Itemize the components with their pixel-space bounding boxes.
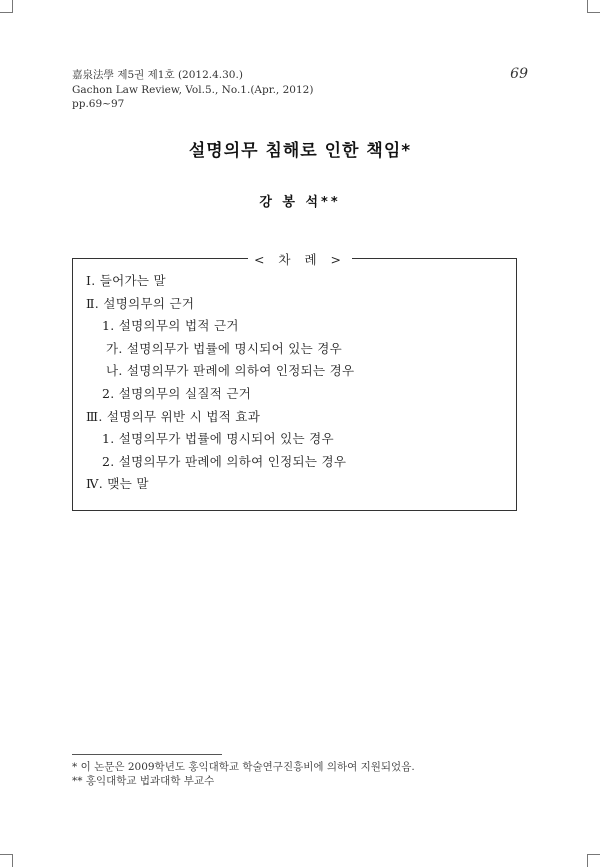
- toc-item: Ⅰ. 들어가는 말: [86, 273, 166, 288]
- journal-header-english: Gachon Law Review, Vol.5., No.1.(Apr., 2012): [72, 83, 314, 96]
- table-of-contents-list: [86, 272, 354, 498]
- table-of-contents-heading: [0, 249, 600, 268]
- footnote-funding: * 이 논문은 2009학년도 홍익대학교 학술연구진흥비에 의하여 지원되었음.: [72, 761, 415, 773]
- toc-item: 2. 설명의무의 실질적 근거: [102, 385, 252, 401]
- toc-item: 2. 설명의무가 판례에 의하여 인정되는 경우: [102, 453, 347, 469]
- journal-header: [72, 68, 313, 112]
- toc-item: Ⅲ. 설명의무 위반 시 법적 효과: [86, 408, 261, 424]
- page-number: 69: [510, 66, 528, 82]
- journal-header-korean: 嘉泉法學 제5권 제1호 (2012.4.30.): [72, 69, 243, 81]
- crop-mark-top-left: [0, 0, 13, 13]
- toc-item: 1. 설명의무의 법적 근거: [102, 318, 239, 334]
- toc-item: 1. 설명의무가 법률에 명시되어 있는 경우: [102, 431, 334, 447]
- toc-item: 나. 설명의무가 판례에 의하여 인정되는 경우: [106, 363, 355, 379]
- toc-item: Ⅱ. 설명의무의 근거: [86, 295, 195, 311]
- toc-item: Ⅳ. 맺는 말: [86, 476, 149, 492]
- footnote-divider: [72, 754, 222, 755]
- toc-item: 가. 설명의무가 법률에 명시되어 있는 경우: [106, 340, 343, 356]
- toc-heading-label: < 차 례 >: [248, 250, 352, 268]
- footnote-author-affiliation: ** 홍익대학교 법과대학 부교수: [72, 775, 215, 787]
- paper-title: 설명의무 침해로 인한 책임*: [188, 141, 412, 161]
- crop-mark-top-right: [587, 0, 600, 13]
- crop-mark-bottom-left: [0, 854, 13, 867]
- journal-header-pages: pp.69~97: [72, 98, 125, 110]
- crop-mark-bottom-right: [587, 854, 600, 867]
- footnotes: [72, 760, 415, 788]
- paper-author: 강 봉 석**: [259, 195, 341, 210]
